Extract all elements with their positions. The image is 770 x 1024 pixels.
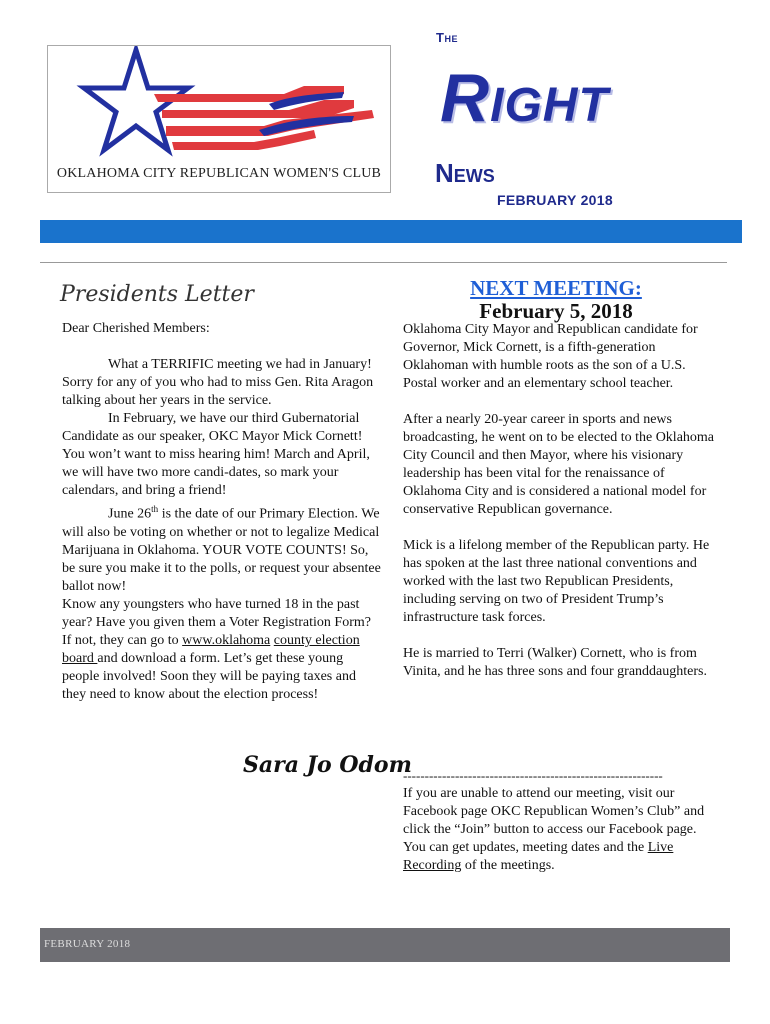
- facebook-text: If you are unable to attend our meeting, visit our Facebook page OKC Republican Women’s Club” and click the “Join” button to access our Facebook page. You can get updates, meeting dates and the: [403, 786, 705, 855]
- meeting-paragraph-1: Oklahoma City Mayor and Republican candidate for Governor, Mick Cornett, is a fifth-generation Oklahoman with humble roots as the son of a U.S. Postal worker and an elementary school teacher.: [403, 322, 698, 391]
- youngsters-text: Know any youngsters who have turned 18 in the past year? Have you given them a Voter Registration Form? If not, they can go to: [62, 596, 371, 648]
- letter-paragraph-2: In February, we have our third Gubernatorial Candidate as our speaker, OKC Mayor Mick Cornett! You won’t want to miss hearing him! March and April, we will have two more candi-dates, so mark your calendars, and bring a friend!: [62, 411, 370, 498]
- meeting-paragraph-3: Mick is a lifelong member of the Republican party. He has spoken at the last three national conventions and worked with the last two Republican Presidents, including serving on two of President Trump’s infrastructure task forces.: [403, 538, 710, 625]
- primary-text: is the date of our Primary Election. We will also be voting on whether or not to legalize Medical Marijuana in Oklahoma. YOUR VOTE COUNTS! So, be sure you make it to the polls, or request your absentee ballot now!: [62, 506, 381, 594]
- footer-bar: [40, 928, 730, 962]
- meeting-paragraph-4: He is married to Terri (Walker) Cornett, who is from Vinita, and he has three sons and four granddaughters.: [403, 646, 707, 679]
- next-meeting-title: NEXT MEETING:: [470, 276, 642, 300]
- issue-date: FEBRUARY 2018: [497, 192, 613, 208]
- masthead-title: Right: [440, 60, 609, 136]
- header-blue-bar: [40, 220, 742, 243]
- live-recording-link[interactable]: Live Recording: [403, 840, 674, 873]
- masthead-the: The: [436, 30, 458, 45]
- footer-date: FEBRUARY 2018: [44, 938, 131, 950]
- salutation: Dear Cherished Members:: [62, 321, 210, 336]
- primary-date: June 26: [108, 506, 152, 522]
- letter-paragraph-4: [62, 596, 382, 704]
- president-letter: [62, 282, 382, 704]
- president-signature: Sara Jo Odom: [243, 752, 412, 778]
- president-letter-title: Presidents Letter: [60, 282, 254, 307]
- next-meeting-body: [403, 321, 715, 699]
- date-suffix: th: [151, 504, 159, 514]
- election-board-link[interactable]: county election board: [62, 632, 360, 666]
- letter-paragraph-3: [62, 500, 382, 596]
- next-meeting-date: February 5, 2018: [479, 299, 633, 323]
- masthead-subtitle: News: [435, 158, 495, 188]
- facebook-text-end: of the meetings.: [461, 858, 555, 873]
- header-divider: [40, 262, 727, 263]
- oklahoma-link[interactable]: www.oklahoma: [182, 632, 271, 648]
- letter-paragraph-1: What a TERRIFIC meeting we had in January! Sorry for any of you who had to miss Gen. Rita Aragon talking about her years in the service.: [62, 357, 374, 408]
- facebook-notice: [403, 785, 715, 875]
- meeting-paragraph-2: After a nearly 20-year career in sports and news broadcasting, he went on to be elected to the Oklahoma City Council and then Mayor, where his visionary leadership has been vital for the renaissance of Oklahoma City and is considered a national model for conservative Republican governance.: [403, 412, 715, 517]
- star-and-stripes-logo-icon: [54, 46, 384, 164]
- club-logo: [47, 45, 391, 193]
- download-text: and download a form. Let’s get these young people involved! Soon they will be paying taxes and they need to know about the election process!: [62, 650, 356, 702]
- dashed-separator: ------------------------------------------------------------: [403, 768, 663, 783]
- club-name: OKLAHOMA CITY REPUBLICAN WOMEN'S CLUB: [56, 166, 382, 181]
